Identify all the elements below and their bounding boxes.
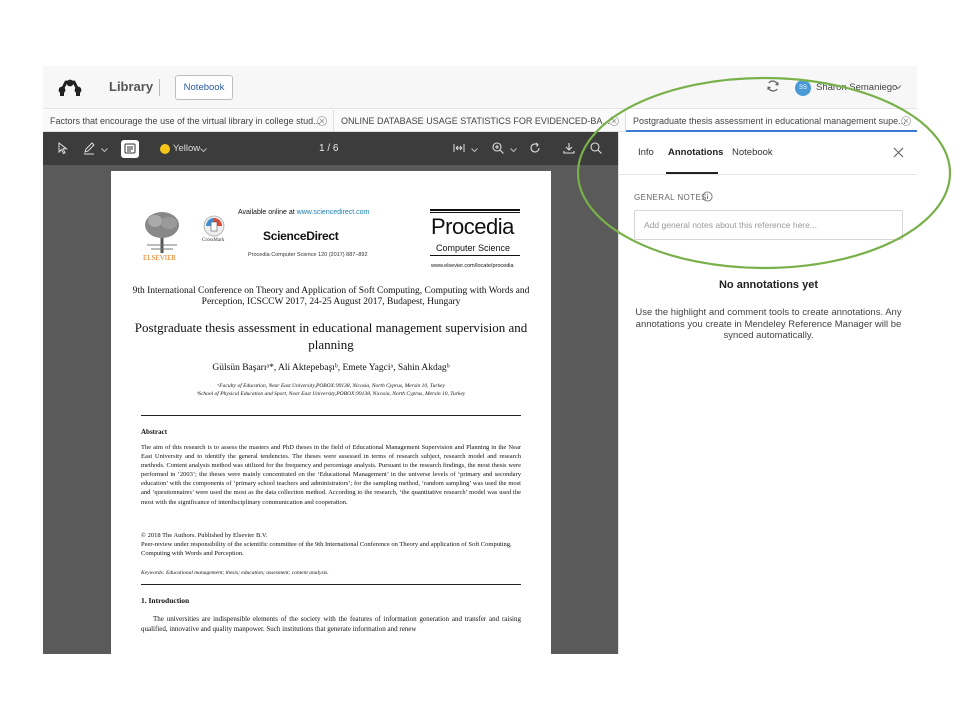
computer-science-label: Computer Science xyxy=(436,243,511,253)
no-annotations-message: Use the highlight and comment tools to create annotations. Any annotations you create in Mendeley Reference Manager will be synced automatically. xyxy=(635,307,902,341)
document-tab-3[interactable] xyxy=(626,110,917,132)
close-icon[interactable] xyxy=(609,116,619,126)
note-tool-button[interactable] xyxy=(121,140,139,158)
header-divider xyxy=(159,79,160,96)
no-annotations-title: No annotations yet xyxy=(718,279,818,291)
close-icon[interactable] xyxy=(893,147,904,158)
pdf-toolbar xyxy=(43,132,618,165)
general-notes-label: GENERAL NOTES xyxy=(634,193,707,202)
crossmark-icon[interactable] xyxy=(203,215,225,237)
top-bar xyxy=(43,66,917,109)
select-arrow-icon[interactable] xyxy=(56,141,70,155)
user-avatar[interactable]: SS xyxy=(795,80,811,96)
sync-icon[interactable] xyxy=(766,79,780,93)
keywords: Keywords: Educational management; thesis; education; assesment; content analysis. xyxy=(141,570,329,576)
paper-title: Postgraduate thesis assessment in educational management supervision and planning xyxy=(134,320,528,352)
annotations-panel xyxy=(618,132,917,654)
procedia-logo-text: Procedia xyxy=(431,214,514,239)
document-tab-1[interactable] xyxy=(43,110,334,132)
user-name[interactable]: Sharon Semaniego xyxy=(816,82,898,93)
elsevier-tree-logo xyxy=(141,209,183,253)
close-icon[interactable] xyxy=(901,116,911,126)
fit-width-icon[interactable] xyxy=(452,141,466,155)
note-icon xyxy=(124,143,136,155)
divider xyxy=(141,415,521,416)
tab-label: Postgraduate thesis assessment in educational management supe... xyxy=(633,116,906,126)
tab-label: Factors that encourage the use of the virtual library in college stud... xyxy=(50,116,321,126)
document-tabs xyxy=(43,110,917,132)
pdf-viewer[interactable] xyxy=(43,165,618,654)
chevron-down-icon[interactable] xyxy=(100,143,109,157)
mendeley-logo-icon[interactable] xyxy=(57,77,83,97)
page-indicator: 1 / 6 xyxy=(319,143,339,154)
procedia-rule xyxy=(430,255,520,256)
copyright-notice: © 2018 The Authors. Published by Elsevier B.V. Peer-review under responsibility of the scientific committee of the 9th International Conference on Theory and application of Soft Computing, Computing with Words and Perception. xyxy=(141,532,512,558)
divider xyxy=(619,174,917,175)
chevron-down-icon[interactable] xyxy=(199,143,208,157)
sciencedirect-logo-text: ScienceDirect xyxy=(263,229,339,243)
divider xyxy=(141,584,521,585)
elsevier-wordmark: ELSEVIER xyxy=(143,254,177,262)
abstract-text: The aim of this research is to assess the masters and PhD theses in the field of Educational Management Supervision and Planning in the Near East University and to identify the general tendencies. The theses were assessed in terms of research subject, research model and research methods. Content analysis method was utilized for the frequency and percentage analysis. Pursuant to the research findings, the most thesis were performed in ‘2003’; the theses were mainly concentrated on the ‘Educational Management’ in the universe levels of ‘primary and secondary education’ with the components of ‘primary school teachers and administrators’; for the sampling method, ‘random sampling’ was used the most and ‘questionnaires’ were used the most as the data collection method. According to the research, ‘the quantitative research’ model was used the most with the significance of interdisciplinary communication and cooperation. xyxy=(141,444,521,506)
pdf-page[interactable] xyxy=(111,171,551,654)
info-icon[interactable] xyxy=(702,191,713,202)
rotate-icon[interactable] xyxy=(528,141,542,155)
zoom-icon[interactable] xyxy=(491,141,505,155)
search-icon[interactable] xyxy=(589,141,603,155)
chevron-down-icon[interactable] xyxy=(509,143,518,157)
chevron-down-icon[interactable] xyxy=(470,143,479,157)
journal-reference: Procedia Computer Science 120 (2017) 887–892 xyxy=(248,252,368,258)
chevron-down-icon[interactable] xyxy=(894,83,902,91)
document-tab-2[interactable] xyxy=(334,110,626,132)
crossmark-label: CrossMark xyxy=(202,238,225,243)
highlight-color-label[interactable]: Yellow xyxy=(173,143,201,154)
procedia-rule xyxy=(430,212,520,213)
introduction-heading: 1. Introduction xyxy=(141,596,190,605)
abstract-heading: Abstract xyxy=(141,428,168,436)
introduction-text: The universities are indispensible elements of the society with the features of information generation and transfer and raising qualified, innovative and quality manpower. Such institutions that generate information and renew xyxy=(141,615,521,633)
journal-url: www.elsevier.com/locate/procedia xyxy=(431,263,514,269)
highlight-color-swatch[interactable] xyxy=(160,144,170,154)
close-icon[interactable] xyxy=(317,116,327,126)
download-icon[interactable] xyxy=(562,141,576,155)
notebook-button[interactable]: Notebook xyxy=(175,75,233,100)
sciencedirect-link[interactable]: www.sciencedirect.com xyxy=(296,209,370,216)
library-title[interactable]: Library xyxy=(109,79,154,94)
available-online: Available online at www.sciencedirect.com xyxy=(238,209,370,216)
tab-label: ONLINE DATABASE USAGE STATISTICS FOR EVIDENCED-BA... xyxy=(341,116,610,126)
paper-authors: Gülsün Başarıᵃ*, Ali Aktepebaşıᵇ, Emete Yagciᵃ, Sahin Akdagᵇ xyxy=(212,363,450,373)
tab-notebook[interactable]: Notebook xyxy=(732,147,773,158)
tab-annotations[interactable]: Annotations xyxy=(668,147,724,158)
conference-line: 9th International Conference on Theory and Application of Soft Computing, Computing with Words and Perception, ICSCCW 2017, 24-25 August 2017, Budapest, Hungary xyxy=(132,286,530,307)
procedia-rule xyxy=(430,209,520,211)
pen-icon[interactable] xyxy=(82,141,96,155)
tab-info[interactable]: Info xyxy=(638,147,654,158)
paper-affiliations: ᵃFaculty of Education, Near East University,POBOX:99138, Nicosia, North Cyprus, Mersin 10, Turkey ᵇSchool of Physical Education and Sport, Near East University,POBOX:99138, Nicosia, North Cyprus, Mersin 10, Turkey xyxy=(196,383,466,397)
mendeley-app-window xyxy=(43,66,917,654)
general-notes-input[interactable] xyxy=(634,210,903,240)
